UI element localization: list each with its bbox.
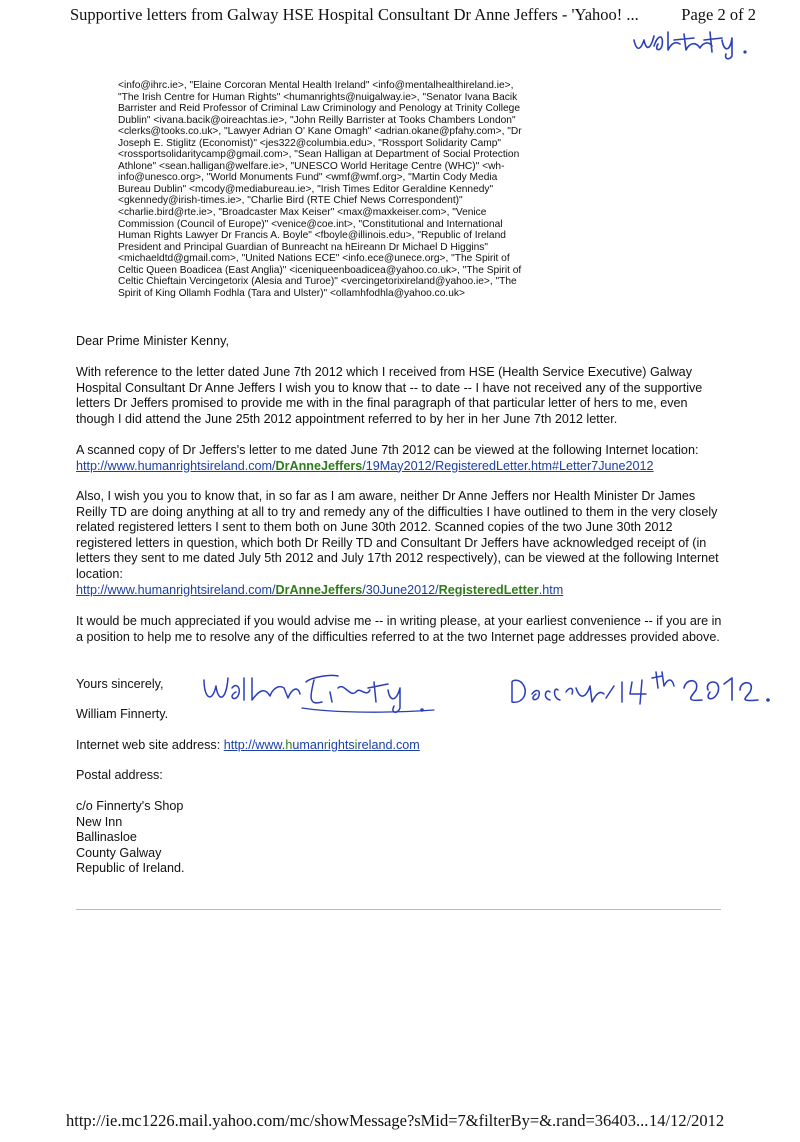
print-footer-date: 14/12/2012 [649, 1111, 725, 1130]
website-link[interactable]: http://www.humanrightsireland.com [223, 738, 420, 752]
handwritten-date [506, 664, 786, 712]
handwritten-initials [628, 26, 778, 60]
print-footer [66, 1111, 766, 1131]
letter-greeting: Dear Prime Minister Kenny, [76, 334, 230, 348]
website-line [76, 738, 726, 754]
website-label: Internet web site address: [76, 738, 221, 752]
letter-paragraph-1: With reference to the letter dated June 7th 2012 which I received from HSE (Health Service Executive) Galway Hospital Consultant Dr Anne Jeffers I wish you to know that -- to date -- I have not received any of the supportive letters Dr Jeffers promised to provide me with in the final paragraph of that particular letter of hers to me, even though I did attend the June 25th 2012 appointment referred to by her in her June 7th 2012 letter. [76, 365, 703, 426]
signatory-name: William Finnerty. [76, 707, 169, 721]
print-page-title: Supportive letters from Galway HSE Hospital Consultant Dr Anne Jeffers - 'Yahoo! ... [70, 5, 639, 24]
print-footer-url: http://ie.mc1226.mail.yahoo.com/mc/showMessage?sMid=7&filterBy=&.rand=36403... [66, 1111, 649, 1130]
letter-paragraph-4: It would be much appreciated if you would advise me -- in writing please, at your earliest convenience -- if you are in a position to help me to resolve any of the difficulties referred to at the two Internet page addresses provided above. [76, 614, 722, 644]
postal-address-label: Postal address: [76, 768, 163, 782]
letter-paragraph-3 [76, 489, 726, 598]
postal-address: c/o Finnerty's Shop New Inn Ballinasloe County Galway Republic of Ireland. [76, 799, 185, 876]
letter-paragraph-2-text: A scanned copy of Dr Jeffers's letter to me dated June 7th 2012 can be viewed at the following Internet location: [76, 443, 699, 457]
recipient-list: <info@ihrc.ie>, "Elaine Corcoran Mental Health Ireland" <info@mentalhealthireland.ie>, "The Irish Centre for Human Rights" <humanrights@nuigalway.ie>, "Senator Ivana Bacik Barrister and Reid Professor of Criminal Law Criminology and Penology at Trinity College Dublin" <ivana.bacik@oireachtas.ie>, "John Reilly Barrister at Tooks Chambers London" <clerks@tooks.co.uk>, "Lawyer Adrian O' Kane Omagh" <adrian.okane@pfahy.com>, "Dr Joseph E. Stiglitz (Economist)" <jes322@columbia.edu>, "Rossport Solidarity Camp" <rossportsolidaritycamp@gmail.com>, "Sean Halligan at Department of Social Protection Athlone" <sean.halligan@welfare.ie>, "UNESCO World Heritage Centre (WHC)" <wh- info@unesco.org>, "World Monuments Fund" <wmf@wmf.org>, "Martin Cody Media Bureau Dublin" <mcody@mediabureau.ie>, "Irish Times Editor Geraldine Kennedy" <gkennedy@irish-times.ie>, "Charlie Bird (RTE Chief News Correspondent)" <charlie.bird@rte.ie>, "Broadcaster Max Keiser" <max@maxkeiser.com>, "Venice Commission (Council of Europe)" <venice@coe.int>, "Constitutional and International Human Rights Lawyer Dr Francis A. Boyle" <fboyle@illinois.edu>, "Republic of Ireland President and Principal Guardian of Bunreacht na hEireann Dr Michael D Higgins" <michaeldtd@gmail.com>, "United Nations ECE" <info.ece@unece.org>, "The Spirit of Celtic Queen Boadicea (East Anglia)" <iceniqueenboadicea@yahoo.co.uk>, "The Spirit of Celtic Chieftain Vercingetorix (Alesia and Turoe)" <vercingetorixireland@yahoo.ie>, "The Spirit of King Ollamh Fodhla (Tara and Ulster)" <ollamhfodhla@yahoo.co.uk> [118, 80, 522, 299]
letter-paragraph-2 [76, 443, 726, 474]
print-page-number: Page 2 of 2 [681, 5, 756, 24]
letter-paragraph-3-text: Also, I wish you you to know that, in so far as I am aware, neither Dr Anne Jeffers nor Health Minister Dr James Reilly TD are doing anything at all to try and remedy any of the difficulties I have outlined to them in the very closely related registered letters I sent to them both on June 30th 2012. Scanned copies of the two June 30th 2012 registered letters in question, which both Dr Reilly TD and Consultant Dr Jeffers have acknowledged receipt of (in letters they sent to me dated July 5th 2012 and July 17th 2012 respectively), can be viewed at the following Internet location: [76, 489, 719, 581]
letter-link-june-7[interactable]: http://www.humanrightsireland.com/DrAnneJeffers/19May2012/RegisteredLetter.htm#Letter7June2012 [76, 458, 654, 473]
letter-closing: Yours sincerely, [76, 677, 164, 691]
letter-link-june-30[interactable]: http://www.humanrightsireland.com/DrAnneJeffers/30June2012/RegisteredLetter.htm [76, 582, 564, 597]
divider [76, 909, 721, 910]
